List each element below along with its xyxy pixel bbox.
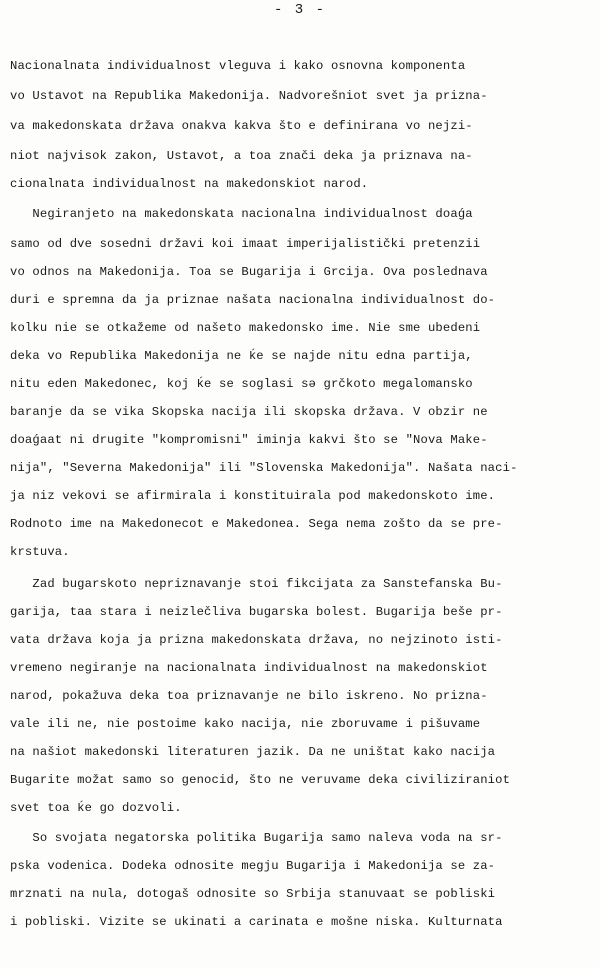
text-line-3: va makedonskata država onakva kakva što e definirana vo nejzi-	[10, 119, 473, 133]
text-line-27: svet toa ḱe go dozvoli.	[10, 801, 182, 815]
text-line-17: Rodnoto ime na Makedonecot e Makedonea. Sega nema zošto da se pre-	[10, 517, 503, 531]
text-line-10: kolku nie se otkažeme od našeto makedonsko ime. Nie sme ubedeni	[10, 321, 481, 335]
text-line-24: vale ili ne, nie postoime kako nacija, nie zboruvame i pišuvame	[10, 717, 481, 731]
page-number: - 3 -	[273, 2, 326, 18]
text-line-30: mrznati na nula, dotogaš odnosite so Srbija stanuvaat se pobliski	[10, 887, 496, 901]
text-line-2: vo Ustavot na Republika Makedonija. Nadvorešniot svet ja prizna-	[10, 89, 488, 103]
text-line-28: So svojata negatorska politika Bugarija samo naleva voda na sr-	[10, 831, 503, 845]
text-line-25: na našiot makedonski literaturen jazik. Da ne uništat kako nacija	[10, 745, 496, 759]
text-line-5: cionalnata individualnost na makedonskiot narod.	[10, 177, 369, 191]
text-line-7: samo od dve sosedni državi koi imaat imperijalistički pretenzii	[10, 237, 481, 251]
text-line-8: vo odnos na Makedonija. Toa se Bugarija i Grcija. Ova poslednava	[10, 265, 488, 279]
text-line-20: garija, taa stara i neizlečliva bugarska bolest. Bugarija beše pr-	[10, 605, 503, 619]
text-line-16: ja niz vekovi se afirmirala i konstituirala pod makedonskoto ime.	[10, 489, 496, 503]
text-line-9: duri e spremna da ja priznae našata nacionalna individualnost do-	[10, 293, 496, 307]
text-line-6: Negiranjeto na makedonskata nacionalna individualnost doaǵa	[10, 207, 473, 221]
text-line-21: vata država koja ja prizna makedonskata država, no nejzinoto isti-	[10, 633, 503, 647]
text-line-22: vremeno negiranje na nacionalnata individualnost na makedonskiot	[10, 661, 488, 675]
text-line-15: nija", "Severna Makedonija" ili "Slovenska Makedonija". Našata naci-	[10, 461, 518, 475]
text-line-23: narod, pokažuva deka toa priznavanje ne bilo iskreno. No prizna-	[10, 689, 488, 703]
text-line-12: nitu eden Makedonec, koj ḱe se soglasi sǝ grčkoto megalomansko	[10, 377, 473, 391]
text-line-26: Bugarite možat samo so genocid, što ne veruvame deka civiliziraniot	[10, 773, 511, 787]
text-line-14: doaǵaat ni drugite "kompromisni" iminja kakvi što se "Nova Make-	[10, 433, 488, 447]
text-line-29: pska vodenica. Dodeka odnosite megju Bugarija i Makedonija se za-	[10, 859, 496, 873]
text-line-4: niot najvisok zakon, Ustavot, a toa znači deka ja priznava na-	[10, 149, 473, 163]
text-line-1: Nacionalnata individualnost vleguva i kako osnovna komponenta	[10, 59, 466, 73]
text-line-13: baranje da se vika Skopska nacija ili skopska država. V obzir ne	[10, 405, 488, 419]
text-line-19: Zad bugarskoto nepriznavanje stoi fikcijata za Sanstefanska Bu-	[10, 577, 503, 591]
text-line-31: i pobliski. Vizite se ukinati a carinata e mošne niska. Kulturnata	[10, 915, 503, 929]
text-line-11: deka vo Republika Makedonija ne ḱe se najde nitu edna partija,	[10, 349, 473, 363]
text-line-18: krstuva.	[10, 545, 70, 559]
